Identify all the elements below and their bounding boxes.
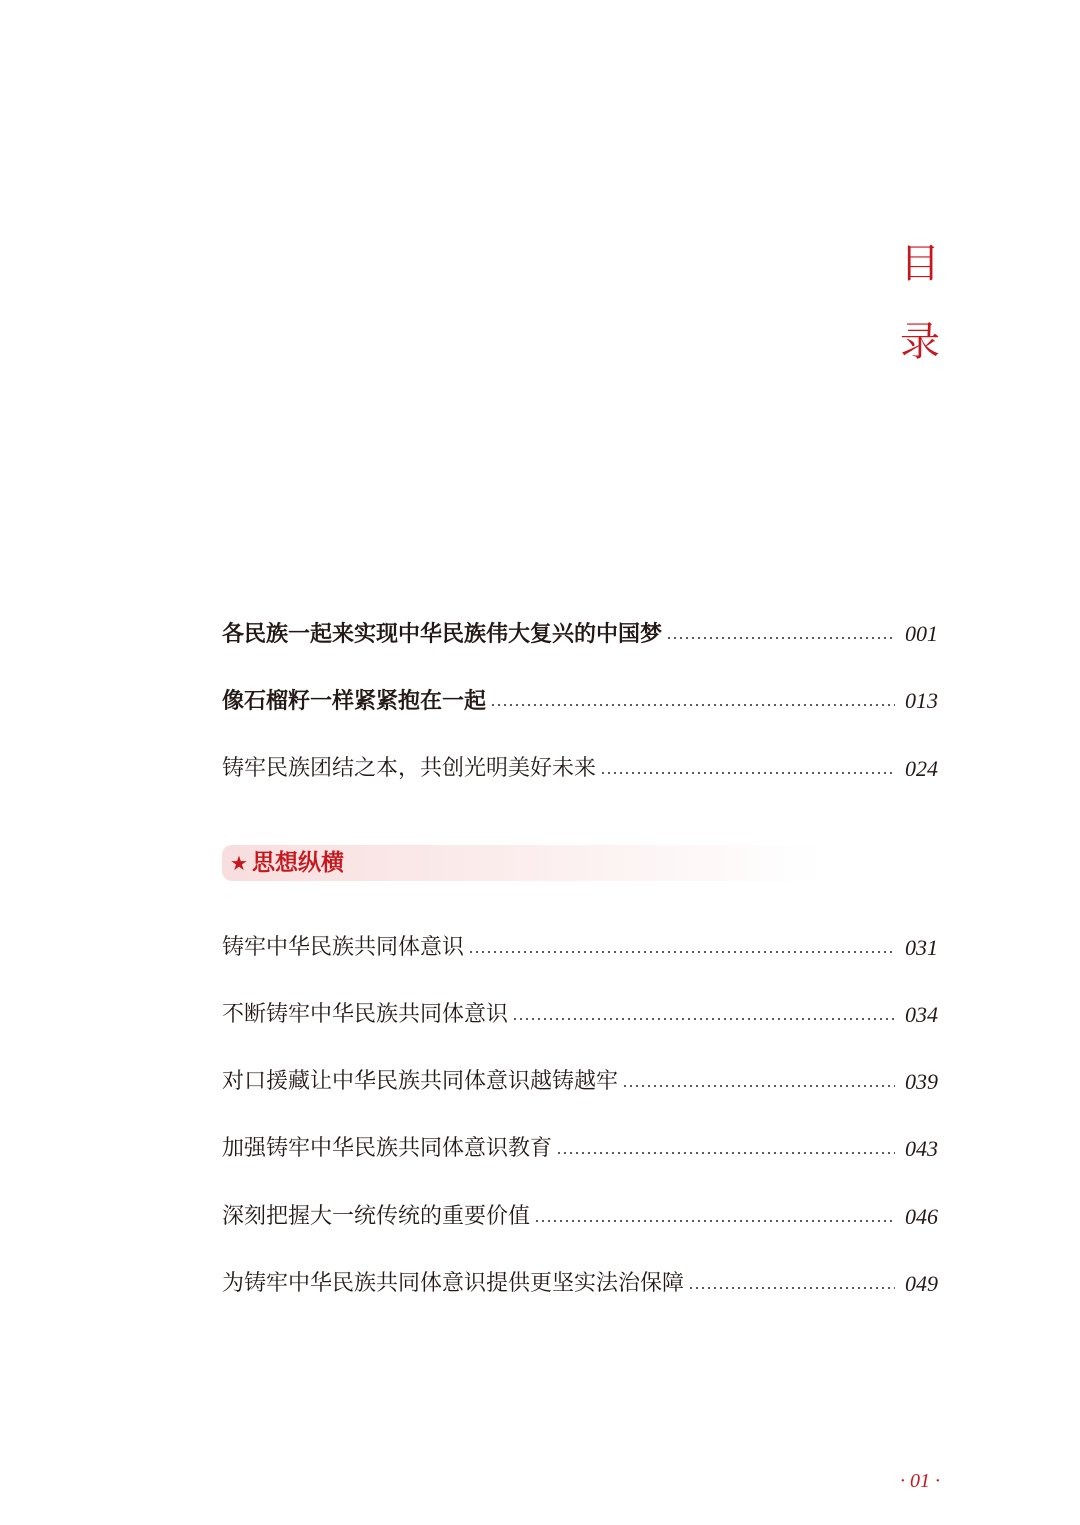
section-banner [222,845,822,881]
toc-heading-char-2: 录 [900,319,940,365]
toc-entry-title: 不断铸牢中华民族共同体意识 [222,1002,509,1027]
toc-entry-title: 深刻把握大一统传统的重要价值 [222,1204,531,1229]
toc-entry-title: 像石榴籽一样紧紧抱在一起 [222,688,487,714]
dot-leader [666,637,895,639]
toc-entry[interactable] [222,616,938,652]
dot-leader [490,704,895,706]
toc-entry-title: 对口援藏让中华民族共同体意识越铸越牢 [222,1069,619,1094]
toc-entry-page: 001 [905,621,938,646]
toc-entry[interactable] [222,1266,938,1302]
dot-leader [600,772,895,774]
toc-entry-page: 013 [905,688,938,713]
toc-entry-title: 铸牢民族团结之本，共创光明美好未来 [222,756,597,781]
toc-entry-page: 046 [905,1204,938,1229]
toc-entry[interactable] [222,1064,938,1100]
dot-leader [468,951,895,953]
toc-entry[interactable] [222,751,938,787]
page-number: · 01 · [900,1470,940,1492]
toc-entry-title: 铸牢中华民族共同体意识 [222,935,465,960]
toc-entry-title: 各民族一起来实现中华民族伟大复兴的中国梦 [222,621,663,647]
dot-leader [512,1018,895,1020]
toc-entry-page: 034 [905,1002,938,1027]
star-icon: ★ [230,851,248,875]
toc-heading-char-1: 目 [900,241,940,287]
toc-entry[interactable] [222,683,938,719]
toc-entry-page: 039 [905,1069,938,1094]
dot-leader [556,1152,895,1154]
toc-entry-page: 024 [905,756,938,781]
toc-entry-page: 049 [905,1271,938,1296]
dot-leader [688,1287,895,1289]
dot-leader [622,1085,895,1087]
dot-leader [534,1220,895,1222]
toc-entry-title: 为铸牢中华民族共同体意识提供更坚实法治保障 [222,1271,685,1296]
toc-entry[interactable] [222,997,938,1033]
toc-entry-page: 031 [905,935,938,960]
toc-entry[interactable] [222,930,938,966]
toc-entry[interactable] [222,1131,938,1167]
toc-entry-title: 加强铸牢中华民族共同体意识教育 [222,1136,553,1161]
toc-entry-page: 043 [905,1136,938,1161]
toc-entry[interactable] [222,1199,938,1235]
section-title: 思想纵横 [251,850,344,876]
